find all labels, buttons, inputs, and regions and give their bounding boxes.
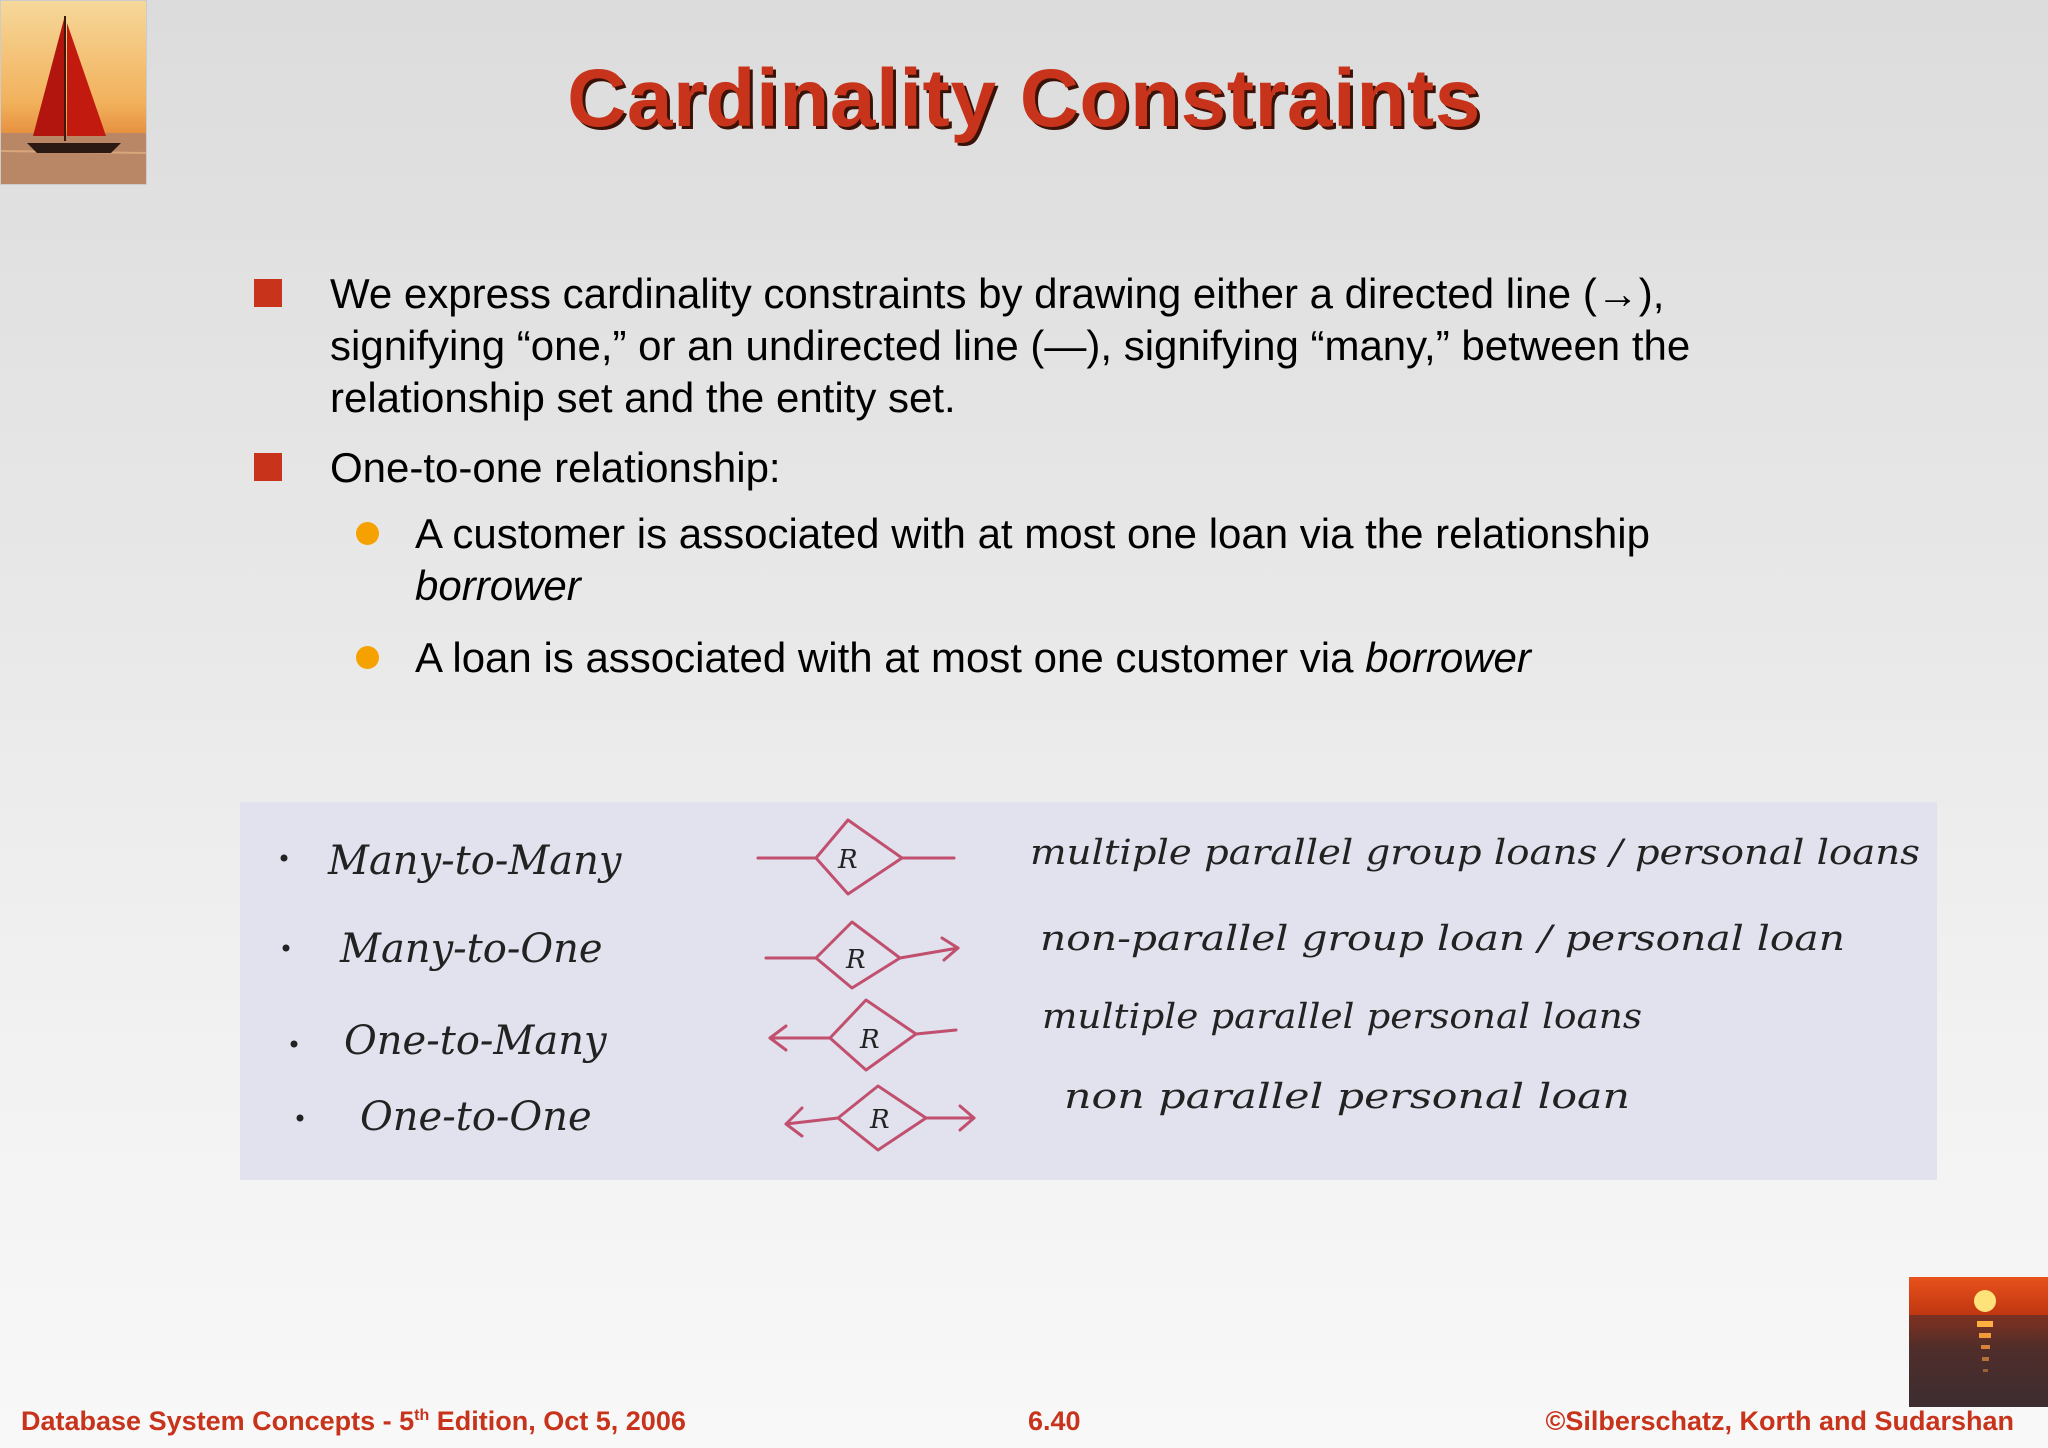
hand-label-many-to-one: Many-to-One	[340, 926, 603, 972]
relationship-symbol: R	[870, 1105, 890, 1135]
circle-bullet-icon	[356, 646, 379, 669]
sub-bullet-text: A customer is associated with at most one loan via the relationship	[415, 510, 1650, 557]
relationship-symbol: R	[838, 845, 858, 875]
sub-bullet-customer	[252, 508, 1772, 612]
bullet-text: One-to-one relationship:	[330, 444, 781, 491]
footer-copyright: ©Silberschatz, Korth and Sudarshan	[1545, 1406, 2014, 1436]
slide-title: Cardinality Constraints	[567, 53, 1481, 144]
relationship-symbol: R	[846, 945, 866, 975]
footer-page-number: 6.40	[1028, 1406, 1081, 1436]
sunset-logo	[1909, 1277, 2048, 1407]
handwritten-cardinality-image	[240, 802, 1937, 1180]
bullet-text: We express cardinality constraints by drawing either a directed line (→), signifying “one,” or an undirected line (—), signifying “many,” between the relationship set and the entity set.	[330, 270, 1691, 421]
hand-description-one-to-many: multiple parallel personal loans	[1042, 997, 1642, 1037]
hand-description-one-to-one: non parallel personal loan	[1064, 1077, 1630, 1117]
bullet-one-to-one	[252, 442, 1772, 494]
square-bullet-icon	[254, 453, 282, 481]
hand-dot-icon	[283, 945, 290, 952]
hand-label-one-to-one: One-to-One	[360, 1094, 592, 1140]
hand-label-one-to-many: One-to-Many	[344, 1018, 607, 1064]
hand-description-many-to-many: multiple parallel group loans / personal loans	[1030, 833, 1920, 873]
hand-label-many-to-many: Many-to-Many	[328, 838, 622, 884]
circle-bullet-icon	[356, 522, 379, 545]
relationship-symbol: R	[860, 1025, 880, 1055]
bullet-cardinality-expression	[252, 268, 1772, 424]
sub-bullet-loan	[252, 632, 1772, 684]
bullet-list	[252, 268, 1772, 704]
hand-dot-icon	[281, 855, 288, 862]
relationship-name: borrower	[1365, 634, 1531, 681]
footer-book-title: Database System Concepts - 5th Edition, Oct 5, 2006	[21, 1406, 686, 1436]
hand-dot-icon	[291, 1041, 298, 1048]
square-bullet-icon	[254, 279, 282, 307]
hand-description-many-to-one: non-parallel group loan / personal loan	[1040, 919, 1845, 959]
sub-bullet-text: A loan is associated with at most one customer via	[415, 634, 1366, 681]
relationship-name: borrower	[415, 562, 581, 609]
hand-dot-icon	[297, 1115, 304, 1122]
